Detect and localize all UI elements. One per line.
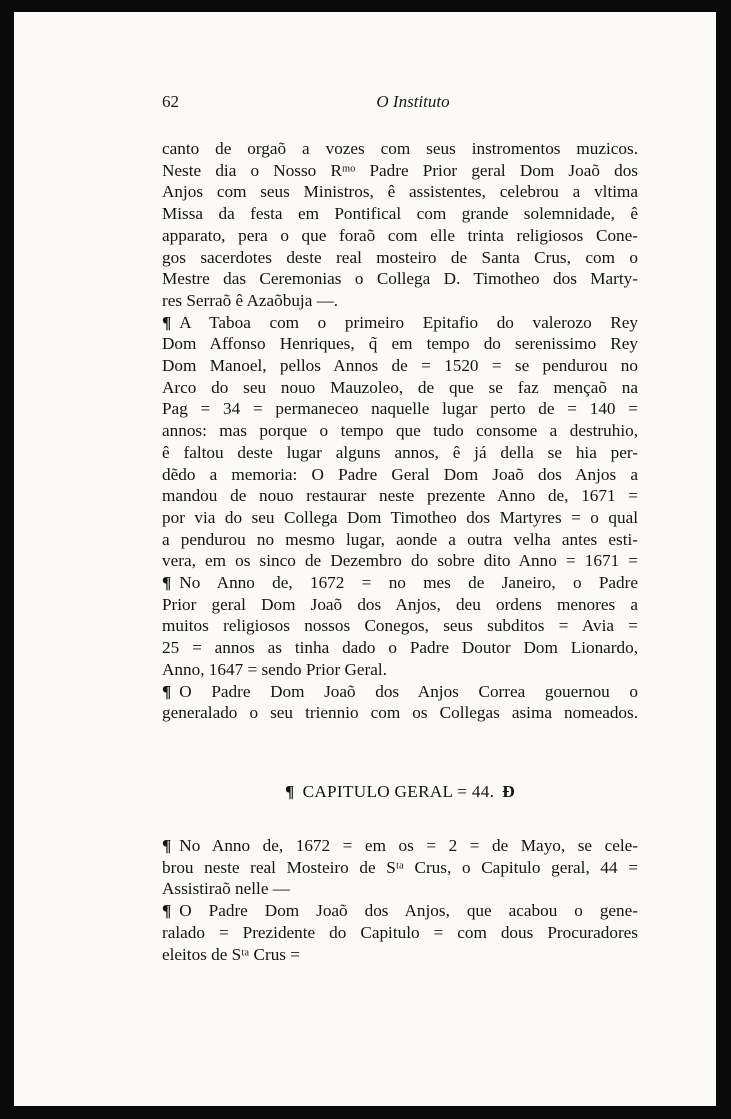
- text-line: No Anno de, 1672 = no mes de Janeiro, o Padre: [179, 573, 638, 593]
- text-line: por via do seu Collega Dom Timotheo dos Martyres = o qual: [162, 507, 638, 527]
- end-mark-icon: Ɖ: [502, 782, 515, 801]
- chapter-heading: [162, 782, 638, 802]
- text-line: 25 = annos as tinha dado o Padre Doutor Dom Lionardo,: [162, 638, 638, 658]
- text-line: Arco do seu nouo Mauzoleo, de que se faz mençaõ na: [162, 377, 638, 397]
- text-line: vera, em os sinco de Dezembro do sobre dito Anno = 1671 =: [162, 551, 638, 571]
- text-line: a pendurou no mesmo lugar, aonde a outra velha antes esti-: [162, 529, 638, 549]
- pilcrow-icon: ¶: [162, 901, 172, 921]
- text-line: Dom Affonso Henriques, q̃ em tempo do serenissimo Rey: [162, 334, 638, 354]
- pilcrow-icon: ¶: [162, 836, 172, 855]
- text-line: res Serraõ ê Azaõbuja —.: [162, 290, 339, 310]
- text-line: Missa da festa em Pontifical com grande solemnidade, ê: [162, 204, 638, 224]
- running-title: O Instituto: [376, 92, 450, 111]
- text-line: No Anno de, 1672 = em os = 2 = de Mayo, se cele-: [179, 836, 638, 855]
- text-line: Assistiraõ nelle —: [162, 879, 290, 899]
- body-text: [162, 138, 638, 724]
- text-line: brou neste real Mosteiro de Sᵗᵃ Crus, o Capitulo geral, 44 =: [162, 857, 638, 877]
- text-line: O Padre Dom Joaõ dos Anjos Correa gouernou o: [179, 681, 638, 701]
- text-line: Dom Manoel, pellos Annos de = 1520 = se pendurou no: [162, 356, 638, 376]
- chapter-body: [162, 835, 638, 965]
- paragraph: [162, 138, 638, 312]
- chapter-title: CAPITULO GERAL = 44.: [302, 782, 495, 801]
- text-line: muitos religiosos nossos Conegos, seus subditos = Avia =: [162, 616, 638, 636]
- text-line: apparato, pera o que foraõ com elle trinta religiosos Cone-: [162, 225, 638, 245]
- text-line: Pag = 34 = permaneceo naquelle lugar perto de = 140 =: [162, 399, 638, 419]
- paragraph: [162, 312, 638, 572]
- paragraph: [162, 835, 638, 900]
- pilcrow-icon: ¶: [162, 681, 172, 701]
- page-number: 62: [162, 92, 179, 111]
- text-line: Anno, 1647 = sendo Prior Geral.: [162, 659, 387, 679]
- pilcrow-icon: ¶: [284, 782, 295, 801]
- text-line: gos sacerdotes deste real mosteiro de Santa Crus, com o: [162, 247, 638, 267]
- text-line: Anjos com seus Ministros, ê assistentes, celebrou a vltima: [162, 182, 638, 202]
- text-line: annos: mas porque o tempo que tudo consome a destruhio,: [162, 421, 638, 441]
- running-header: [162, 92, 664, 116]
- text-line: dẽdo a memoria: O Padre Geral Dom Joaõ dos Anjos a: [162, 464, 638, 484]
- text-line: ê faltou deste lugar alguns annos, ê já della se hia per-: [162, 442, 638, 462]
- text-line: O Padre Dom Joaõ dos Anjos, que acabou o gene-: [179, 901, 638, 921]
- text-line: A Taboa com o primeiro Epitafio do valerozo Rey: [179, 312, 638, 332]
- paragraph: [162, 681, 638, 724]
- paragraph: [162, 572, 638, 681]
- paragraph: [162, 900, 638, 965]
- text-line: mandou de nouo restaurar neste prezente Anno de, 1671 =: [162, 486, 638, 506]
- pilcrow-icon: ¶: [162, 573, 172, 593]
- text-line: Mestre das Ceremonias o Collega D. Timotheo dos Marty-: [162, 269, 638, 289]
- text-line: Neste dia o Nosso Rᵐᵒ Padre Prior geral Dom Joaõ dos: [162, 160, 638, 180]
- text-line: ralado = Prezidente do Capitulo = com dous Procuradores: [162, 922, 638, 942]
- book-page: [14, 12, 716, 1106]
- text-line: eleitos de Sᵗᵃ Crus =: [162, 944, 300, 964]
- text-line: canto de orgaõ a vozes com seus instromentos muzicos.: [162, 139, 638, 158]
- text-line: Prior geral Dom Joaõ dos Anjos, deu ordens menores a: [162, 594, 638, 614]
- pilcrow-icon: ¶: [162, 312, 172, 332]
- text-line: generalado o seu triennio com os Collegas asima nomeados.: [162, 703, 638, 723]
